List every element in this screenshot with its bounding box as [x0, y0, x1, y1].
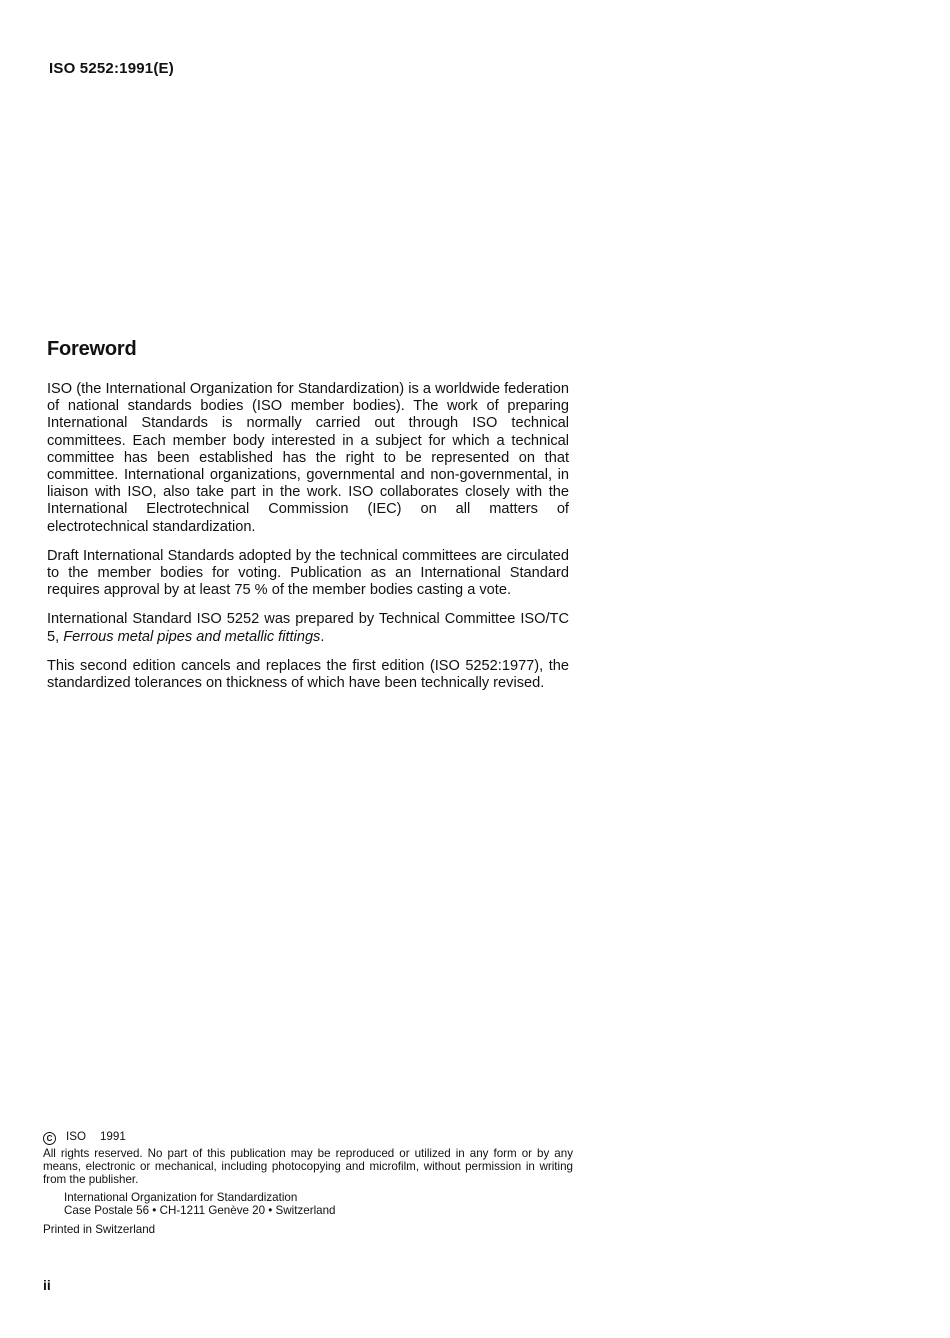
copyright-line	[43, 1130, 573, 1145]
printed-location: Printed in Switzerland	[43, 1223, 156, 1237]
foreword-paragraph-2: Draft International Standards adopted by the technical committees are circulated to the member bodies for voting. Publication as an International Standard requires approval by at least 75 % of the member bodies casting a vote.	[47, 547, 569, 599]
copyright-year: 1991	[99, 1130, 126, 1143]
paragraph-3-text: International Standard ISO 5252 was prepared by Technical Committee ISO/TC 5,	[47, 611, 569, 645]
committee-title: Ferrous metal pipes and metallic fittings	[63, 628, 321, 645]
copyright-block	[43, 1130, 573, 1236]
copyright-org: ISO	[66, 1130, 86, 1143]
publisher-address: Case Postale 56 • CH-1211 Genève 20 • Switzerland	[64, 1203, 336, 1217]
publisher-organization: International Organization for Standardization	[64, 1190, 298, 1204]
foreword-paragraph-1: ISO (the International Organization for Standardization) is a worldwide federation of national standards bodies (ISO member bodies). The work of preparing International Standards is normally carried out through ISO technical committees. Each member body interested in a subject for which a technical committee has been established has the right to be represented on that committee. International organizations, governmental and non-governmental, in liaison with ISO, also take part in the work. ISO collaborates closely with the International Electrotechnical Commission (IEC) on all matters of electrotechnical standardization.	[47, 381, 569, 535]
foreword-paragraph-3	[47, 611, 569, 645]
paragraph-3-end: .	[320, 628, 325, 645]
document-reference: ISO 5252:1991(E)	[49, 60, 174, 77]
foreword-body	[47, 381, 569, 704]
foreword-paragraph-4: This second edition cancels and replaces the first edition (ISO 5252:1977), the standardized tolerances on thickness of which have been technically revised.	[47, 657, 569, 692]
copyright-icon: C	[43, 1132, 56, 1145]
foreword-heading: Foreword	[47, 338, 137, 360]
page-number: ii	[43, 1277, 51, 1293]
rights-statement: All rights reserved. No part of this publication may be reproduced or utilized in any form or by any means, electronic or mechanical, including photocopying and microfilm, without permission in writing from the publisher.	[43, 1147, 573, 1187]
